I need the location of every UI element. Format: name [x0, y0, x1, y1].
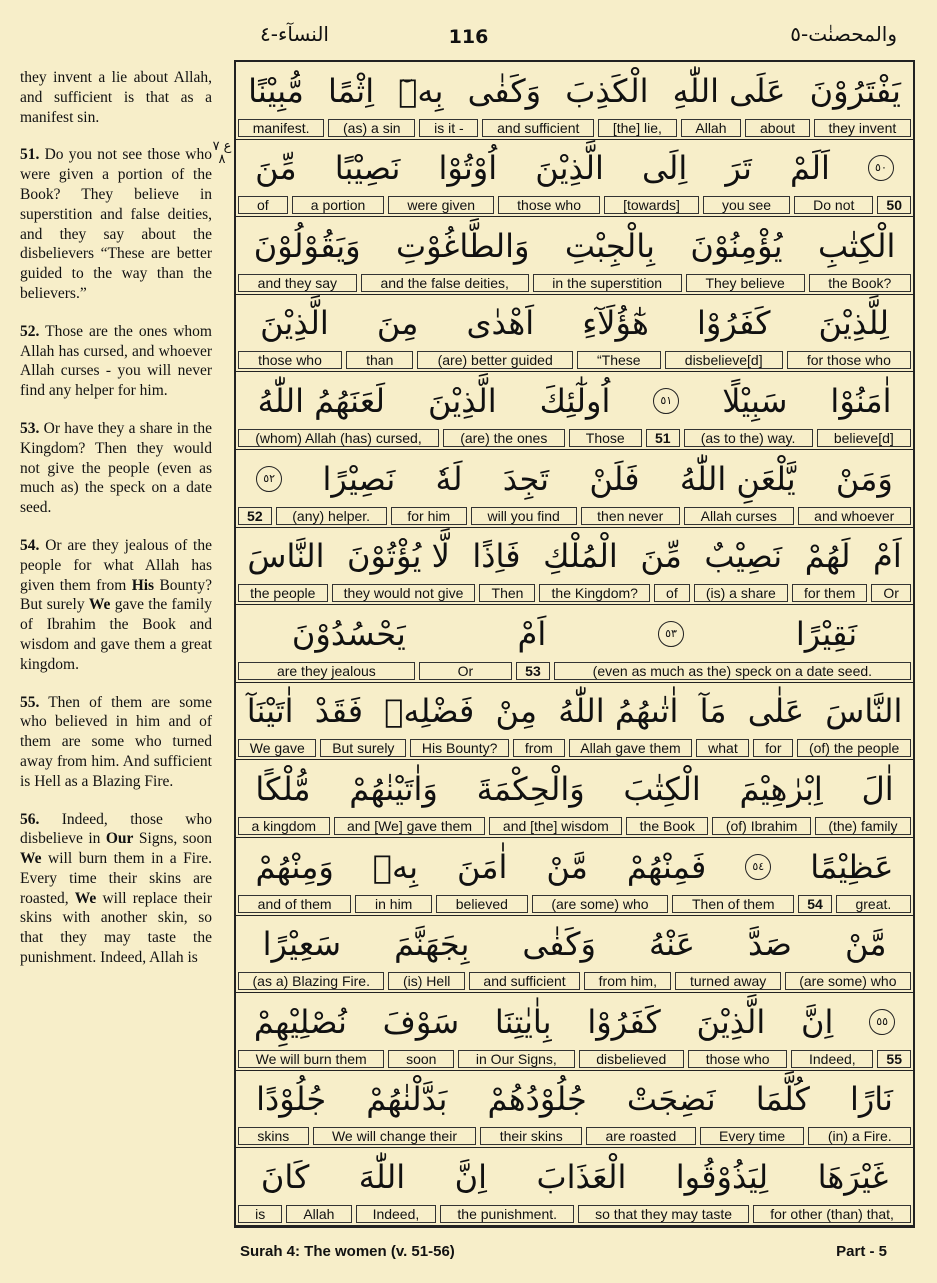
gloss-cell: We will burn them [238, 1050, 384, 1068]
gloss-cell: (are some) who [785, 972, 911, 990]
word-by-word-grid [234, 60, 915, 1228]
arabic-line [236, 838, 913, 895]
gloss-cell: and [the] wisdom [489, 817, 622, 835]
verse-row [236, 217, 913, 295]
arabic-line [236, 1071, 913, 1128]
gloss-cell: Those [569, 429, 642, 447]
verse-number: 53. [20, 419, 40, 437]
gloss-cell: (of) the people [797, 739, 911, 757]
gloss-cell: believed [436, 895, 528, 913]
arabic-word: الَّذِيْنَ [535, 149, 604, 188]
translation-paragraph [20, 68, 212, 127]
gloss-cell: and whoever [798, 507, 911, 525]
arabic-word: عَظِيْمًا [810, 847, 894, 886]
verse-number: 52. [20, 322, 40, 340]
verse-row [236, 683, 913, 761]
english-gloss-line [238, 895, 911, 913]
english-gloss-line [238, 1205, 911, 1223]
ayah-marker: ٥٥ [869, 1009, 895, 1035]
english-gloss-line [238, 351, 911, 369]
arabic-word: عَنْهُ [649, 925, 695, 964]
translation-text: gave the family of Ibrahim the Book and wisdom and gave them a great kingdom. [20, 596, 212, 673]
english-gloss-line [238, 584, 911, 602]
verse-number: 51. [20, 146, 40, 164]
gloss-cell: those who [238, 351, 342, 369]
english-gloss-line [238, 196, 911, 214]
verse-number: 54. [20, 536, 40, 554]
arabic-word: اللّٰهَ [358, 1157, 406, 1196]
arabic-word: اَلَمْ [789, 149, 830, 188]
part-footer: Part - 5 [836, 1243, 887, 1260]
arabic-word: وَالْحِكْمَةَ [476, 769, 585, 808]
translation-text: will burn them in a Fire. Every time their skins are roasted, [20, 850, 212, 907]
gloss-cell: for them [792, 584, 867, 602]
english-gloss-line [238, 1127, 911, 1145]
gloss-cell: Then [479, 584, 535, 602]
translation-paragraph [20, 419, 212, 518]
verse-row [236, 993, 913, 1071]
gloss-cell: (of) Ibrahim [712, 817, 810, 835]
gloss-cell: those who [498, 196, 600, 214]
gloss-cell: (the) family [815, 817, 911, 835]
arabic-word: مَّنْ [546, 847, 588, 886]
arabic-word: نَضِجَتْ [626, 1080, 716, 1119]
gloss-cell: a kingdom [238, 817, 330, 835]
verse-number-cell: 52 [238, 507, 272, 525]
translation-text: Then of them are some who believed in him and of them are some who turned away from him. And sufficient is Hell as a Blazing Fire. [20, 693, 212, 790]
arabic-word: مِّنَ [255, 149, 297, 188]
gloss-cell: (any) helper. [276, 507, 387, 525]
gloss-cell: They believe [686, 274, 805, 292]
arabic-word: اَمْ [873, 537, 902, 576]
verse-row [236, 605, 913, 683]
ayah-marker: ٥١ [653, 388, 679, 414]
verse-number-cell: 55 [877, 1050, 911, 1068]
translation-text: they invent a lie about Allah, and sufficient is that as a manifest sin. [20, 69, 212, 126]
verse-row [236, 760, 913, 838]
gloss-cell: those who [688, 1050, 787, 1068]
arabic-word: الْكِتٰبَ [623, 769, 701, 808]
gloss-cell: (as) a sin [328, 119, 415, 137]
gloss-cell: then never [581, 507, 680, 525]
arabic-word: النَّاسَ [247, 537, 325, 576]
arabic-word: وَمِنْهُمْ [255, 847, 334, 886]
arabic-word: اُوْتُوْا [438, 149, 498, 188]
translation-paragraph [20, 536, 212, 675]
gloss-cell: great. [836, 895, 911, 913]
translation-text: We [20, 850, 42, 868]
ayah-marker: ٥٣ [658, 621, 684, 647]
arabic-word: فَضْلِهٖ [384, 692, 475, 731]
gloss-cell: they invent [814, 119, 911, 137]
verse-number-cell: 53 [516, 662, 550, 680]
gloss-cell: We gave [238, 739, 316, 757]
gloss-cell: Every time [700, 1127, 805, 1145]
gloss-cell: Allah gave them [569, 739, 693, 757]
verse-number-cell: 54 [798, 895, 832, 913]
gloss-cell: (are) the ones [443, 429, 565, 447]
translation-text: We [74, 889, 97, 907]
gloss-cell: than [346, 351, 413, 369]
arabic-word: صَدَّ [747, 925, 792, 964]
gloss-cell: (is) Hell [388, 972, 464, 990]
arabic-line [236, 140, 913, 197]
arabic-line [236, 605, 913, 662]
arabic-word: يُؤْمِنُوْنَ [690, 226, 783, 265]
gloss-cell: “These [577, 351, 661, 369]
arabic-word: نُصْلِيْهِمْ [253, 1002, 347, 1041]
gloss-cell: is [238, 1205, 282, 1223]
arabic-word: بِاٰيٰتِنَا [494, 1002, 552, 1041]
arabic-word: اِنَّ [800, 1002, 834, 1041]
arabic-word: الْعَذَابَ [536, 1157, 627, 1196]
english-gloss-line [238, 817, 911, 835]
arabic-word: كَفَرُوْا [587, 1002, 661, 1041]
arabic-line [236, 528, 913, 585]
gloss-cell: Indeed, [356, 1205, 437, 1223]
gloss-cell: (whom) Allah (has) cursed, [238, 429, 439, 447]
arabic-word: فَلَنْ [589, 459, 640, 498]
arabic-word: اٰمَنَ [457, 847, 508, 886]
verse-row [236, 450, 913, 528]
arabic-word: مُّلْكًا [255, 769, 311, 808]
gloss-cell: in the superstition [533, 274, 682, 292]
gloss-cell: in Our Signs, [458, 1050, 574, 1068]
arabic-word: لَهُمْ [804, 537, 851, 576]
gloss-cell: Allah [681, 119, 742, 137]
translation-paragraph [20, 810, 212, 968]
english-gloss-line [238, 972, 911, 990]
arabic-word: جُلُوْدًا [256, 1080, 327, 1119]
gloss-cell: from [513, 739, 564, 757]
gloss-cell: for him [391, 507, 467, 525]
arabic-word: مُّبِيْنًا [248, 71, 304, 110]
arabic-line [236, 1148, 913, 1205]
gloss-cell: and [We] gave them [334, 817, 486, 835]
arabic-word: بَدَّلْنٰهُمْ [366, 1080, 448, 1119]
arabic-word: الَّذِيْنَ [260, 304, 329, 343]
gloss-cell: and the false deities, [361, 274, 529, 292]
english-gloss-line [238, 119, 911, 137]
verse-row [236, 916, 913, 994]
arabic-word: اِلَى [641, 149, 688, 188]
ayah-marker: ٥٢ [256, 466, 282, 492]
arabic-word: هٰٓؤُلَآءِ [582, 304, 649, 343]
arabic-word: تَجِدَ [502, 459, 550, 498]
arabic-word: اُولٰٓئِكَ [539, 381, 611, 420]
gloss-cell: (are) better guided [417, 351, 572, 369]
arabic-word: سَوْفَ [382, 1002, 460, 1041]
english-gloss-line [238, 274, 911, 292]
arabic-line [236, 372, 913, 429]
verse-number-cell: 50 [877, 196, 911, 214]
verse-row [236, 1148, 913, 1226]
verse-row [236, 528, 913, 606]
arabic-word: نَارًا [849, 1080, 893, 1119]
arabic-word: عَلَى اللّٰهِ [672, 71, 786, 110]
gloss-cell: is it - [419, 119, 478, 137]
translation-text: We [88, 596, 111, 614]
gloss-cell: and of them [238, 895, 351, 913]
gloss-cell: (as a) Blazing Fire. [238, 972, 384, 990]
gloss-cell: the Book? [809, 274, 911, 292]
arabic-word: عَلٰى [747, 692, 805, 731]
arabic-line [236, 295, 913, 352]
arabic-word: اِنَّ [454, 1157, 487, 1196]
gloss-cell: will you find [471, 507, 577, 525]
verse-row [236, 1071, 913, 1149]
gloss-cell: what [696, 739, 749, 757]
gloss-cell: in him [355, 895, 432, 913]
arabic-word: غَيْرَهَا [817, 1157, 889, 1196]
arabic-word: اٰمَنُوْا [830, 381, 892, 420]
translation-text: Do you not see those who were given a portion of the Book? They believe in superstition and false deities, and they say about the disbelievers “These are better guided to the way than the believers.” [20, 146, 212, 302]
gloss-cell: soon [388, 1050, 454, 1068]
arabic-word: سَعِيْرًا [262, 925, 342, 964]
gloss-cell: and they say [238, 274, 357, 292]
gloss-cell: for [753, 739, 793, 757]
arabic-line [236, 62, 913, 119]
gloss-cell: (as to the) way. [684, 429, 813, 447]
arabic-word: بِهٖ [372, 847, 419, 886]
gloss-cell: for those who [787, 351, 911, 369]
verse-row [236, 140, 913, 218]
translation-text: Bounty? But surely [20, 576, 212, 614]
arabic-word: وَكَفٰى [522, 925, 596, 964]
arabic-word: لَهٗ [435, 459, 463, 498]
arabic-word: وَيَقُوْلُوْنَ [253, 226, 361, 265]
translation-paragraph [20, 693, 212, 792]
page-number: 116 [448, 26, 489, 48]
gloss-cell: Or [419, 662, 512, 680]
gloss-cell: disbelieved [579, 1050, 684, 1068]
gloss-cell: manifest. [238, 119, 324, 137]
gloss-cell: about [745, 119, 810, 137]
gloss-cell: turned away [675, 972, 780, 990]
translation-text: His [131, 576, 155, 594]
arabic-word: يَفْتَرُوْنَ [809, 71, 901, 110]
gloss-cell: [towards] [604, 196, 699, 214]
translation-paragraph [20, 322, 212, 401]
arabic-word: لَّا يُؤْتُوْنَ [347, 537, 450, 576]
english-gloss-line [238, 429, 911, 447]
gloss-cell: the punishment. [440, 1205, 574, 1223]
arabic-word: الَّذِيْنَ [427, 381, 497, 420]
arabic-word: بِالْجِبْتِ [564, 226, 655, 265]
verse-row [236, 62, 913, 140]
ruku-marker: ع ٧ ٨ [212, 139, 232, 167]
gloss-cell: are roasted [586, 1127, 696, 1145]
english-gloss-line [238, 507, 911, 525]
gloss-cell: the people [238, 584, 328, 602]
gloss-cell: Do not [794, 196, 873, 214]
arabic-line [236, 760, 913, 817]
verse-row [236, 372, 913, 450]
arabic-word: فَقَدْ [314, 692, 364, 731]
verse-row [236, 838, 913, 916]
arabic-word: نَصِيْبًا [334, 149, 401, 188]
arabic-word: اِثْمًا [328, 71, 375, 110]
arabic-word: اٰتٰىهُمُ اللّٰهُ [558, 692, 679, 731]
translation-paragraph [20, 145, 212, 303]
gloss-cell: But surely [320, 739, 406, 757]
ayah-marker: ٥٠ [868, 155, 894, 181]
arabic-word: نَقِيْرًا [795, 614, 858, 653]
arabic-word: مِنْ [495, 692, 538, 731]
arabic-word: بِهٖٓ [398, 71, 444, 110]
gloss-cell: (in) a Fire. [808, 1127, 911, 1145]
juz-header: والمحصنٰت-٥ [790, 22, 897, 46]
gloss-cell: [the] lie, [598, 119, 677, 137]
arabic-word: اٰتَيْنَآ [246, 692, 294, 731]
arabic-line [236, 217, 913, 274]
gloss-cell: a portion [292, 196, 385, 214]
surah-footer: Surah 4: The women (v. 51-56) [240, 1243, 455, 1260]
arabic-word: لَعَنَهُمُ اللّٰهُ [257, 381, 386, 420]
arabic-line [236, 450, 913, 507]
arabic-word: نَصِيْبٌ [704, 537, 783, 576]
verse-row [236, 295, 913, 373]
arabic-word: اٰلَ [861, 769, 894, 808]
arabic-line [236, 683, 913, 740]
arabic-word: وَكَفٰى [467, 71, 542, 110]
gloss-cell: and sufficient [482, 119, 594, 137]
gloss-cell: Then of them [672, 895, 794, 913]
english-gloss-line [238, 1050, 911, 1068]
gloss-cell: of [654, 584, 690, 602]
arabic-word: اِبْرٰهِيْمَ [739, 769, 823, 808]
translation-column [20, 68, 212, 968]
translation-text: Indeed, those who disbelieve in [20, 810, 212, 848]
english-gloss-line [238, 662, 911, 680]
gloss-cell: skins [238, 1127, 309, 1145]
gloss-cell: Indeed, [791, 1050, 873, 1068]
gloss-cell: Or [871, 584, 911, 602]
translation-text: Or have they a share in the Kingdom? Then they would not give the people (even as much as) the speck on a date seed. [20, 419, 212, 517]
verse-number: 55. [20, 693, 40, 711]
arabic-word: لِلَّذِيْنَ [818, 304, 889, 343]
arabic-word: اَهْدٰى [466, 304, 535, 343]
gloss-cell: We will change their [313, 1127, 477, 1145]
arabic-word: كَفَرُوْا [697, 304, 771, 343]
gloss-cell: the Kingdom? [539, 584, 650, 602]
arabic-word: تَرَ [725, 149, 752, 188]
translation-text: Signs, soon [133, 830, 212, 848]
gloss-cell: of [238, 196, 288, 214]
arabic-word: الَّذِيْنَ [696, 1002, 766, 1041]
arabic-word: الْمُلْكِ [543, 537, 618, 576]
arabic-word: الْكِتٰبِ [817, 226, 896, 265]
arabic-word: بِجَهَنَّمَ [394, 925, 470, 964]
verse-number: 56. [20, 810, 40, 828]
arabic-word: وَاٰتَيْنٰهُمْ [349, 769, 438, 808]
arabic-word: لِيَذُوْقُوا [675, 1157, 769, 1196]
gloss-cell: from him, [584, 972, 671, 990]
gloss-cell: so that they may taste [578, 1205, 749, 1223]
gloss-cell: their skins [480, 1127, 582, 1145]
arabic-word: نَصِيْرًا [322, 459, 396, 498]
arabic-line [236, 993, 913, 1050]
arabic-word: فَاِذًا [472, 537, 521, 576]
gloss-cell: Allah [286, 1205, 351, 1223]
arabic-word: كُلَّمَا [755, 1080, 810, 1119]
translation-text: Those are the ones whom Allah has cursed, and whoever Allah curses - you will never find any helper for him. [20, 322, 212, 400]
arabic-word: كَانَ [260, 1157, 310, 1196]
arabic-word: وَالطَّاغُوْتِ [395, 226, 530, 265]
translation-text: Or are they jealous of the people for what Allah has given them from [20, 536, 212, 594]
english-gloss-line [238, 739, 911, 757]
arabic-word: مِنَ [376, 304, 419, 343]
gloss-cell: disbelieve[d] [665, 351, 783, 369]
arabic-word: يَّلْعَنِ اللّٰهُ [679, 459, 796, 498]
surah-header: النسآء-٤ [260, 22, 329, 46]
arabic-word: الْكَذِبَ [565, 71, 649, 110]
arabic-word: اَمْ [517, 614, 547, 653]
gloss-cell: believe[d] [817, 429, 911, 447]
translation-text: will replace their skins with another skin, so that they may taste the punishment. Indeed, Allah is [20, 889, 212, 967]
translation-text: Our [105, 830, 134, 848]
gloss-cell: and sufficient [469, 972, 580, 990]
gloss-cell: are they jealous [238, 662, 415, 680]
verse-number-cell: 51 [646, 429, 680, 447]
arabic-word: مِّنَ [640, 537, 682, 576]
arabic-word: يَحْسُدُوْنَ [291, 614, 406, 653]
gloss-cell: the Book [626, 817, 708, 835]
gloss-cell: (is) a share [694, 584, 788, 602]
arabic-line [236, 916, 913, 973]
gloss-cell: were given [388, 196, 494, 214]
arabic-word: وَمَنْ [835, 459, 893, 498]
arabic-word: جُلُوْدُهُمْ [487, 1080, 587, 1119]
gloss-cell: Allah curses [684, 507, 794, 525]
gloss-cell: for other (than) that, [753, 1205, 911, 1223]
gloss-cell: (even as much as the) speck on a date seed. [554, 662, 911, 680]
arabic-word: فَمِنْهُمْ [626, 847, 707, 886]
ayah-marker: ٥٤ [745, 854, 771, 880]
gloss-cell: His Bounty? [410, 739, 509, 757]
arabic-word: مَّنْ [844, 925, 887, 964]
gloss-cell: you see [703, 196, 790, 214]
arabic-word: مَآ [699, 692, 727, 731]
gloss-cell: they would not give [332, 584, 476, 602]
arabic-word: النَّاسَ [825, 692, 903, 731]
arabic-word: سَبِيْلًا [722, 381, 788, 420]
gloss-cell: (are some) who [532, 895, 669, 913]
